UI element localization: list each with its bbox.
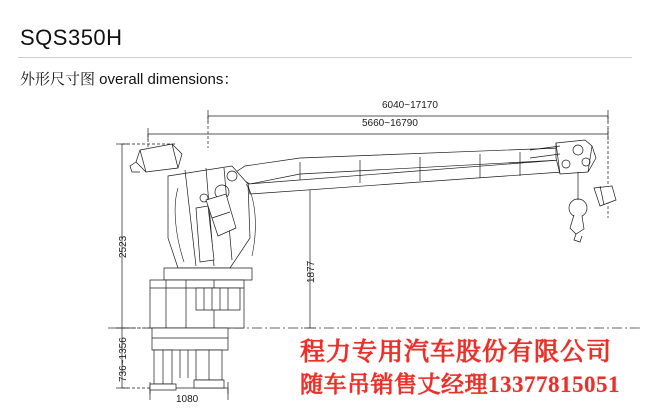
watermark-contact: 随车吊销售丈经理13377815051 [300, 372, 620, 397]
dim-height-mid: 1877 [306, 260, 317, 283]
section-title: 外形尺寸图 overall dimensions： [20, 71, 239, 88]
title-divider [18, 57, 632, 58]
watermark-company: 程力专用汽车股份有限公司 [300, 339, 613, 366]
dim-height-total: 2523 [118, 235, 129, 258]
dim-base-width: 1080 [176, 394, 199, 405]
dim-boom-upper: 6040~17170 [382, 100, 438, 111]
dim-outrigger-span: 736~1356 [118, 337, 129, 382]
dim-boom-lower: 5660~16790 [362, 118, 418, 129]
page-title: SQS350H [20, 25, 123, 50]
